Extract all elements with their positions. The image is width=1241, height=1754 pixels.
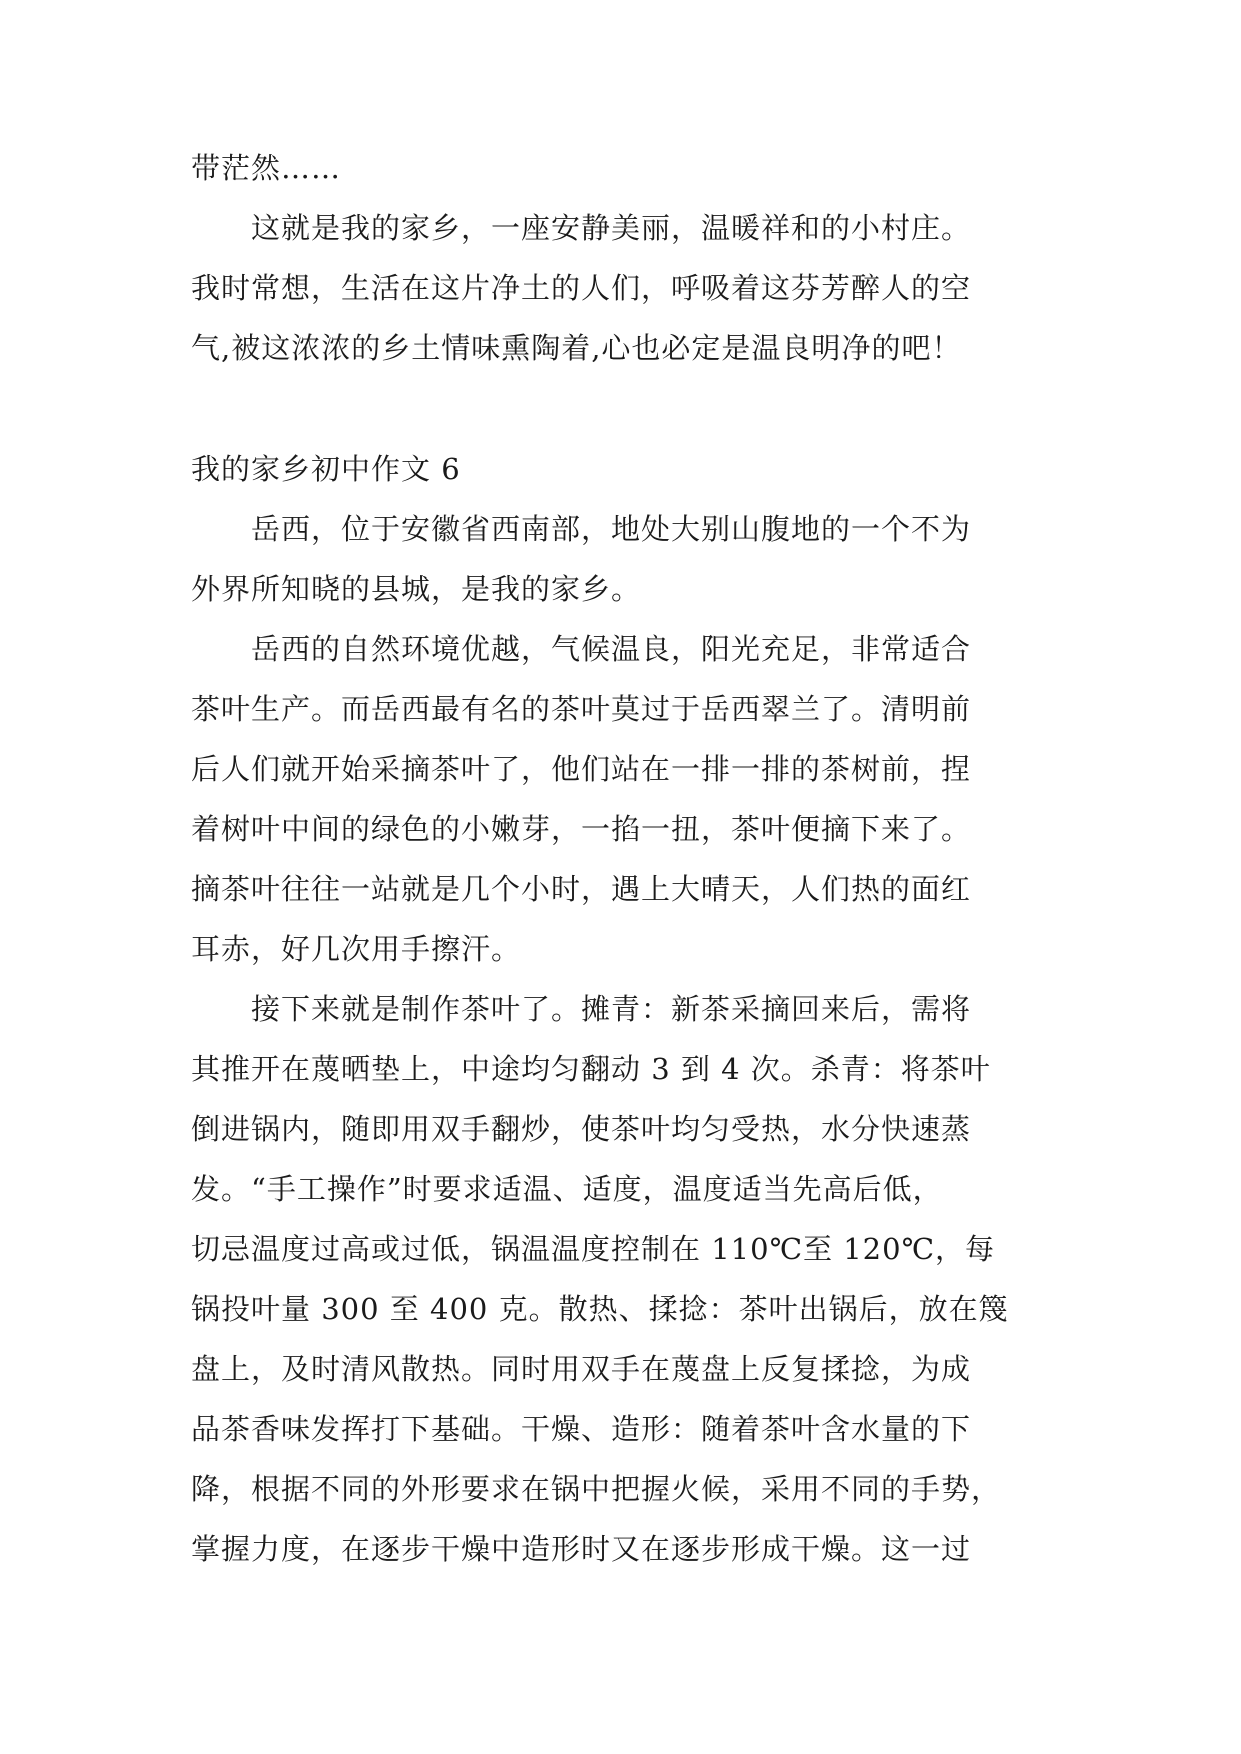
text-line: 盘上，及时清风散热。同时用双手在蔑盘上反复揉捻，为成 <box>191 1352 972 1386</box>
text-line: 岳西，位于安徽省西南部，地处大别山腹地的一个不为 <box>191 512 972 546</box>
text-line: 岳西的自然环境优越，气候温良，阳光充足，非常适合 <box>191 632 972 666</box>
text-line: 掌握力度，在逐步干燥中造形时又在逐步形成干燥。这一过 <box>191 1532 972 1566</box>
section-heading: 我的家乡初中作文 6 <box>191 452 461 486</box>
text-line: 锅投叶量 300 至 400 克。散热、揉捻：茶叶出锅后，放在篾 <box>191 1292 1009 1326</box>
text-line: 摘茶叶往往一站就是几个小时，遇上大晴天，人们热的面红 <box>191 872 972 906</box>
text-line: 我时常想，生活在这片净土的人们，呼吸着这芬芳醉人的空 <box>191 271 972 305</box>
text-line: 着树叶中间的绿色的小嫩芽，一掐一扭，茶叶便摘下来了。 <box>191 812 972 846</box>
text-line: 气,被这浓浓的乡土情味熏陶着,心也必定是温良明净的吧！ <box>191 331 962 365</box>
text-line: 后人们就开始采摘茶叶了，他们站在一排一排的茶树前，捏 <box>191 752 972 786</box>
text-line: 倒进锅内，随即用双手翻炒，使茶叶均匀受热，水分快速蒸 <box>191 1112 972 1146</box>
text-line: 外界所知晓的县城，是我的家乡。 <box>191 572 642 606</box>
text-line: 带茫然…… <box>191 151 342 185</box>
text-line: 这就是我的家乡，一座安静美丽，温暖祥和的小村庄。 <box>191 211 972 245</box>
text-line: 耳赤，好几次用手擦汗。 <box>191 932 522 966</box>
text-line: 接下来就是制作茶叶了。摊青：新茶采摘回来后，需将 <box>191 992 972 1026</box>
text-line: 茶叶生产。而岳西最有名的茶叶莫过于岳西翠兰了。清明前 <box>191 692 972 726</box>
text-line: 降，根据不同的外形要求在锅中把握火候，采用不同的手势， <box>191 1472 1002 1506</box>
text-line: 品茶香味发挥打下基础。干燥、造形：随着茶叶含水量的下 <box>191 1412 972 1446</box>
text-line: 切忌温度过高或过低，锅温温度控制在 110℃至 120℃，每 <box>191 1232 996 1266</box>
text-line: 其推开在蔑晒垫上，中途均匀翻动 3 到 4 次。杀青：将茶叶 <box>191 1052 991 1086</box>
text-line: 发。“手工操作”时要求适温、适度，温度适当先高后低， <box>191 1172 943 1206</box>
